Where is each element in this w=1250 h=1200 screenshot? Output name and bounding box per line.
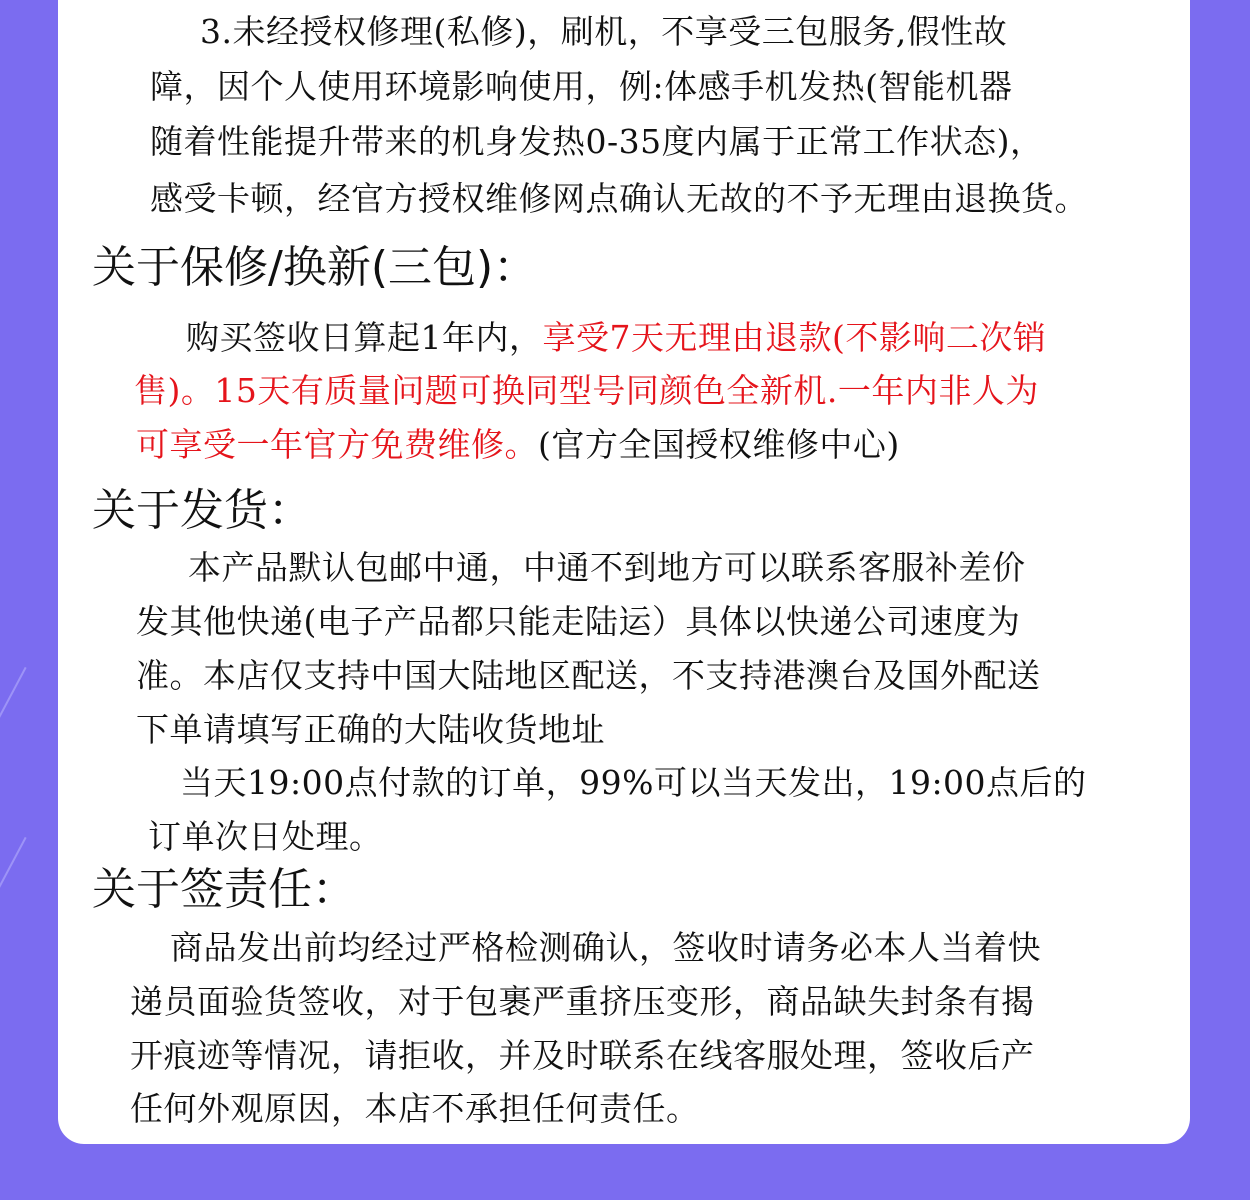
shipping-line-4: 下单请填写正确的大陆收货地址 (136, 710, 605, 749)
warranty-line-1-normal: 购买签收日算起1年内， (186, 318, 543, 357)
faults-line-3: 随着性能提升带来的机身发热0-35度内属于正常工作状态)， (150, 122, 1044, 161)
policy-card (58, 0, 1190, 1144)
warranty-line-1 (186, 318, 1046, 358)
shipping-line-2: 发其他快递(电子产品都只能走陆运）具体以快递公司速度为 (136, 602, 1021, 641)
faults-line-4: 感受卡顿，经官方授权维修网点确认无故的不予无理由退换货。 (150, 179, 1088, 218)
warranty-line-2: 售)。15天有质量问题可换同型号同颜色全新机.一年内非人为 (134, 371, 1039, 410)
signing-heading: 关于签责任： (92, 864, 356, 915)
faults-line-1: 3.未经授权修理(私修)，刷机，不享受三包服务,假性故 (200, 12, 1008, 51)
warranty-line-3-normal: (官方全国授权维修中心) (538, 425, 900, 464)
warranty-heading: 关于保修/换新(三包)： (92, 242, 538, 293)
shipping-line-3: 准。本店仅支持中国大陆地区配送，不支持港澳台及国外配送 (136, 656, 1041, 695)
signing-line-1: 商品发出前均经过严格检测确认，签收时请务必本人当着快 (170, 928, 1041, 967)
shipping-line-5: 当天19:00点付款的订单，99%可以当天发出，19:00点后的 (180, 763, 1087, 802)
warranty-line-3 (136, 425, 900, 465)
signing-line-4: 任何外观原因，本店不承担任何责任。 (130, 1089, 700, 1128)
shipping-line-1: 本产品默认包邮中通，中通不到地方可以联系客服补差价 (188, 548, 1026, 587)
signing-line-2: 递员面验货签收，对于包裹严重挤压变形，商品缺失封条有揭 (130, 982, 1035, 1021)
warranty-line-1-highlight: 享受7天无理由退款(不影响二次销 (542, 318, 1047, 357)
shipping-line-6: 订单次日处理。 (148, 817, 383, 856)
warranty-line-3-highlight: 可享受一年官方免费维修。 (136, 425, 538, 464)
background-decoration-line (0, 667, 27, 792)
shipping-heading: 关于发货： (92, 485, 312, 536)
background-decoration-line (0, 837, 27, 962)
faults-line-2: 障，因个人使用环境影响使用，例:体感手机发热(智能机器 (150, 67, 1013, 106)
signing-line-3: 开痕迹等情况，请拒收，并及时联系在线客服处理，签收后产 (130, 1036, 1035, 1075)
